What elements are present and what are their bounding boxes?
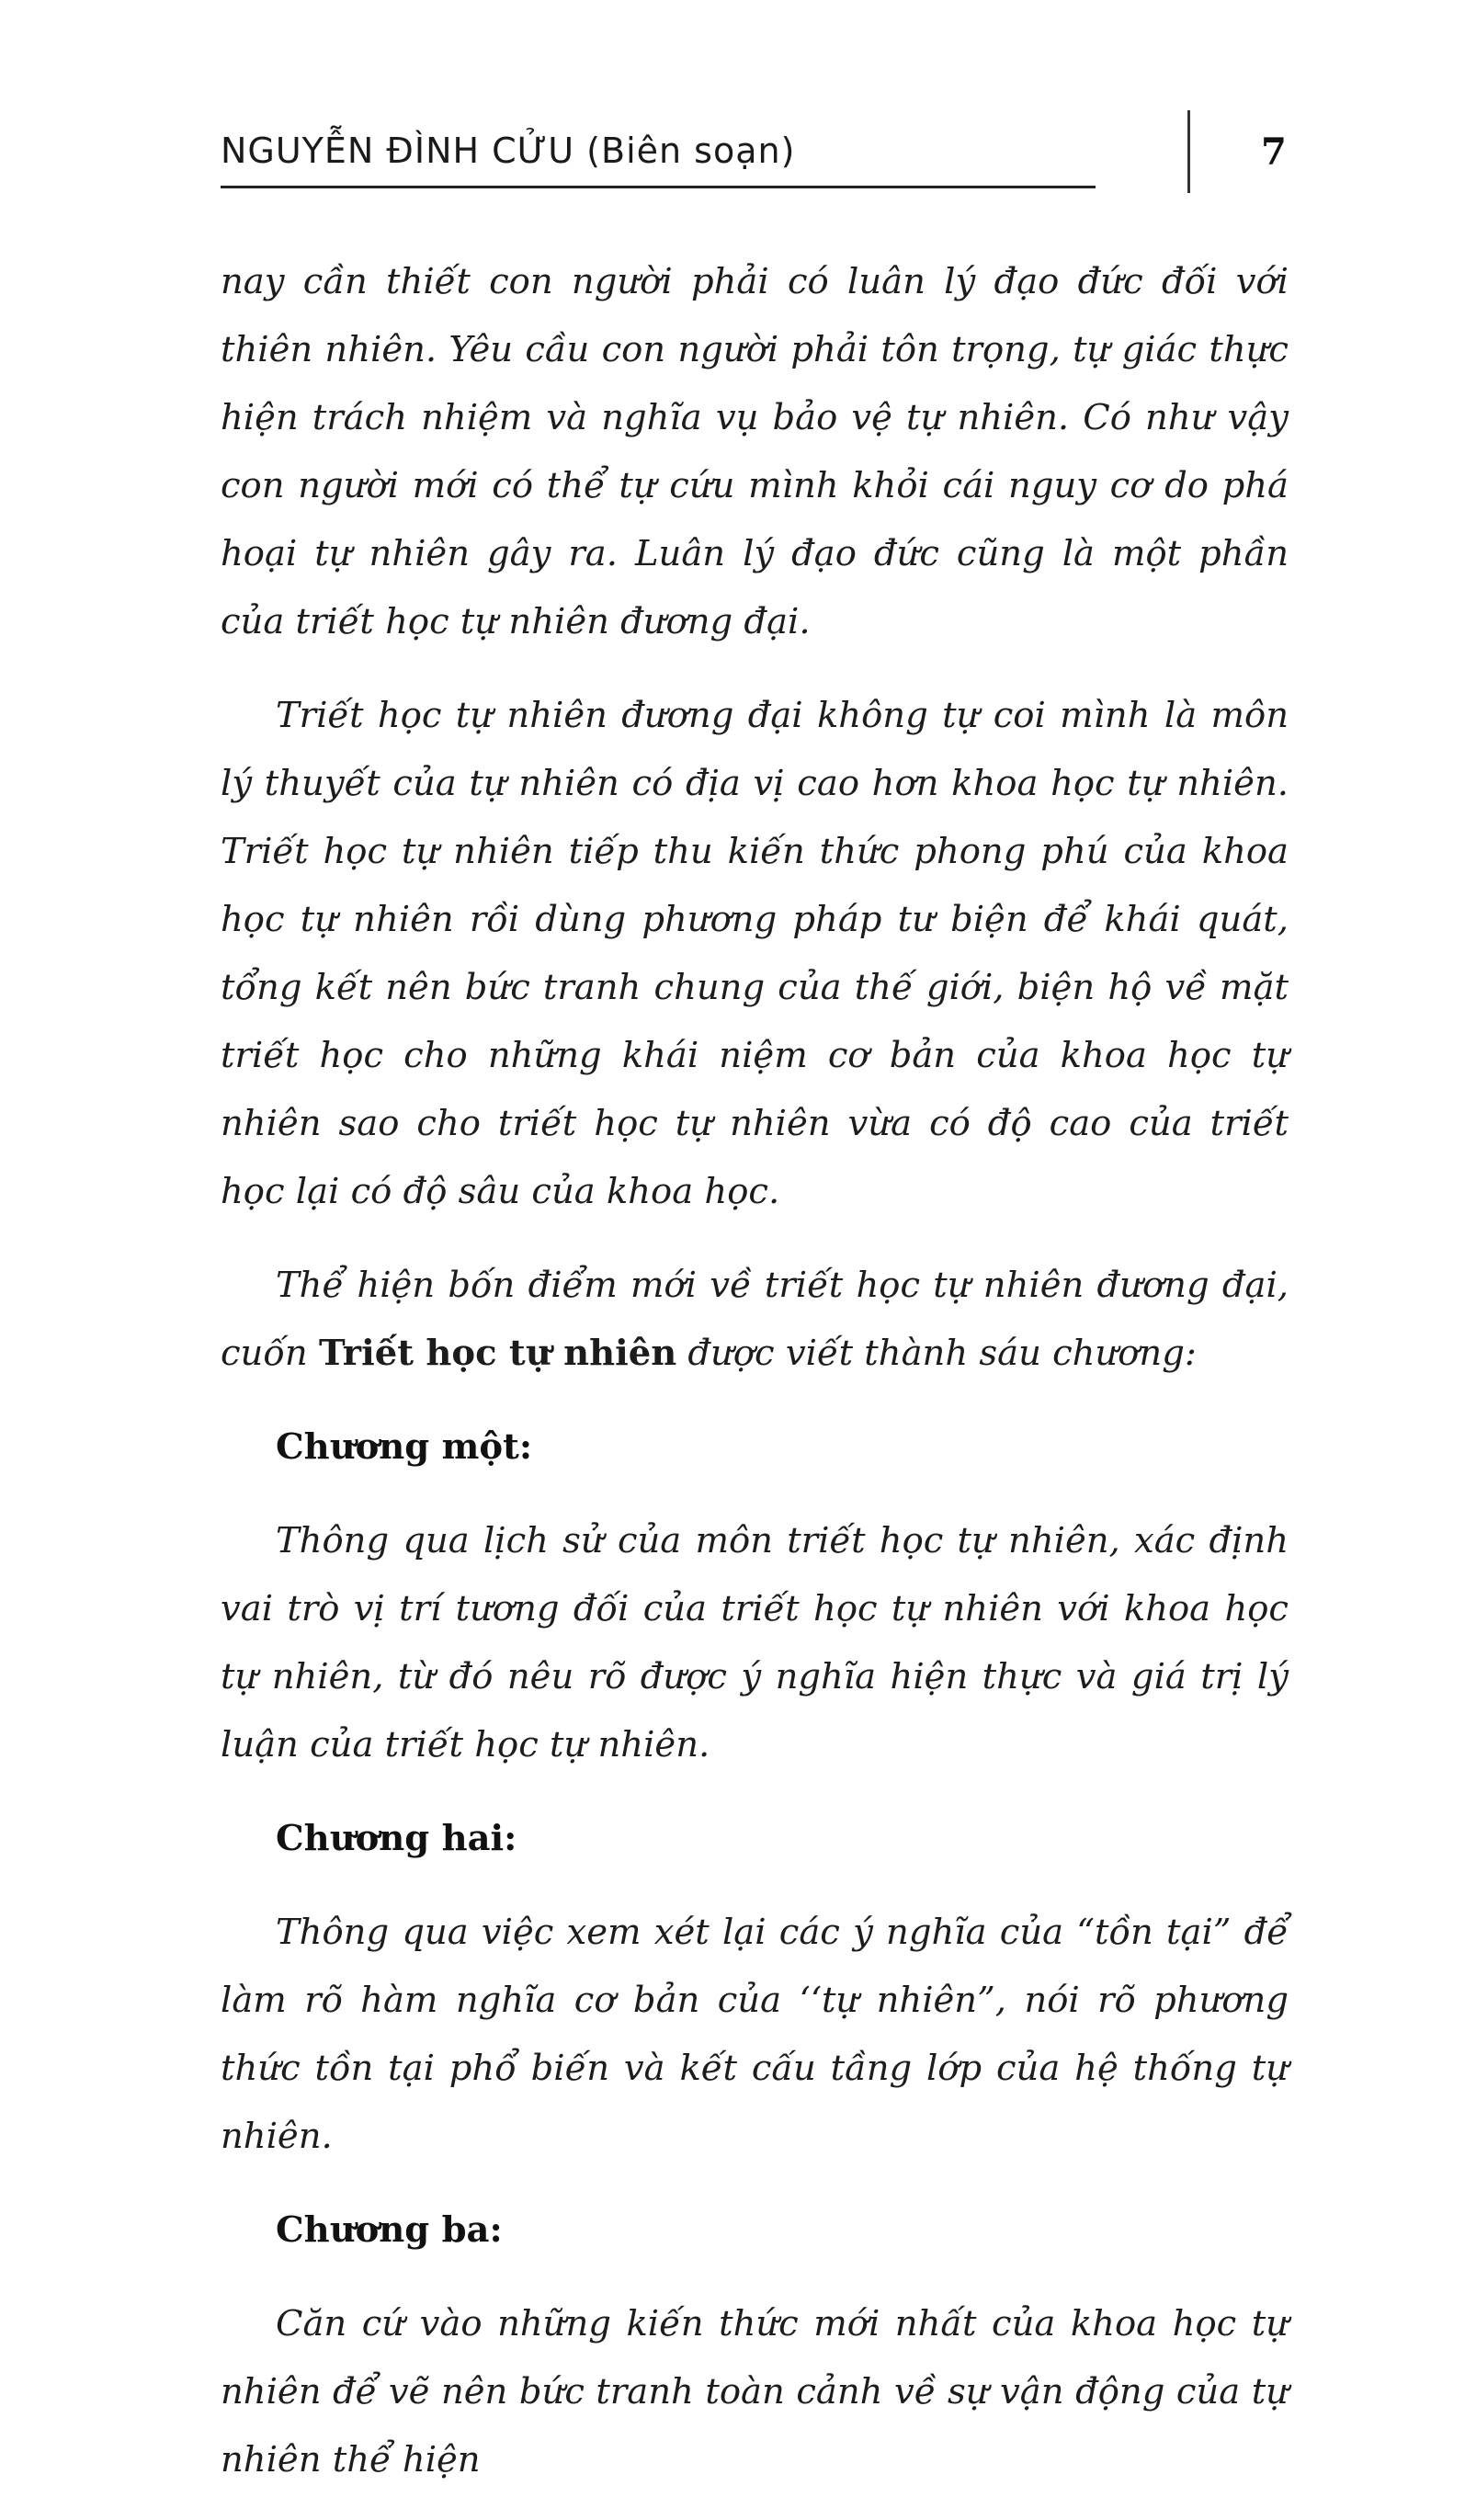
chapter-three-heading: Chương ba:: [276, 2209, 503, 2251]
page-body: [221, 248, 1289, 2520]
page-number: 7: [1261, 131, 1287, 174]
chapter-one-heading: Chương một:: [276, 1426, 533, 1468]
paragraph-chapter-two: Thông qua việc xem xét lại các ý nghĩa của “tồn tại” để làm rõ hàm nghĩa cơ bản của ‘‘tự nhiên”, nói rõ phương thức tồn tại phổ biến và kết cấu tầng lớp của hệ thống tự nhiên.: [221, 1912, 1289, 2157]
paragraph-1: nay cần thiết con người phải có luân lý đạo đức đối với thiên nhiên. Yêu cầu con người phải tôn trọng, tự giác thực hiện trách nhiệm và nghĩa vụ bảo vệ tự nhiên. Có như vậy con người mới có thể tự cứu mình khỏi cái nguy cơ do phá hoại tự nhiên gây ra. Luân lý đạo đức cũng là một phần của triết học tự nhiên đương đại.: [221, 261, 1289, 642]
paragraph-3-rest: được viết thành sáu chương:: [676, 1333, 1197, 1374]
paragraph-2: Triết học tự nhiên đương đại không tự coi mình là môn lý thuyết của tự nhiên có địa vị cao hơn khoa học tự nhiên. Triết học tự nhiên tiếp thu kiến thức phong phú của khoa học tự nhiên rồi dùng phương pháp tư biện để khái quát, tổng kết nên bức tranh chung của thế giới, biện hộ về mặt triết học cho những khái niệm cơ bản của khoa học tự nhiên sao cho triết học tự nhiên vừa có độ cao của triết học lại có độ sâu của khoa học.: [221, 695, 1289, 1212]
running-header-title: NGUYỄN ĐÌNH CỬU (Biên soạn): [221, 131, 796, 171]
paragraph-chapter-one: Thông qua lịch sử của môn triết học tự nhiên, xác định vai trò vị trí tương đối của triết học tự nhiên với khoa học tự nhiên, từ đó nêu rõ được ý nghĩa hiện thực và giá trị lý luận của triết học tự nhiên.: [221, 1520, 1289, 1765]
paragraph-3: [221, 1252, 1289, 1388]
book-title: Triết học tự nhiên: [318, 1333, 677, 1374]
paragraph-3-intro: Thể hiện bốn điểm mới về triết học tự nhiên đương đại, cuốn: [221, 1265, 1289, 1374]
chapter-two-heading: Chương hai:: [276, 1818, 517, 1859]
header-underline: [221, 186, 1096, 188]
paragraph-chapter-three: Căn cứ vào những kiến thức mới nhất của khoa học tự nhiên để vẽ nên bức tranh toàn cảnh về sự vận động của tự nhiên thể hiện: [221, 2303, 1289, 2480]
page-header: [221, 110, 1287, 202]
header-vertical-divider: [1187, 110, 1190, 193]
